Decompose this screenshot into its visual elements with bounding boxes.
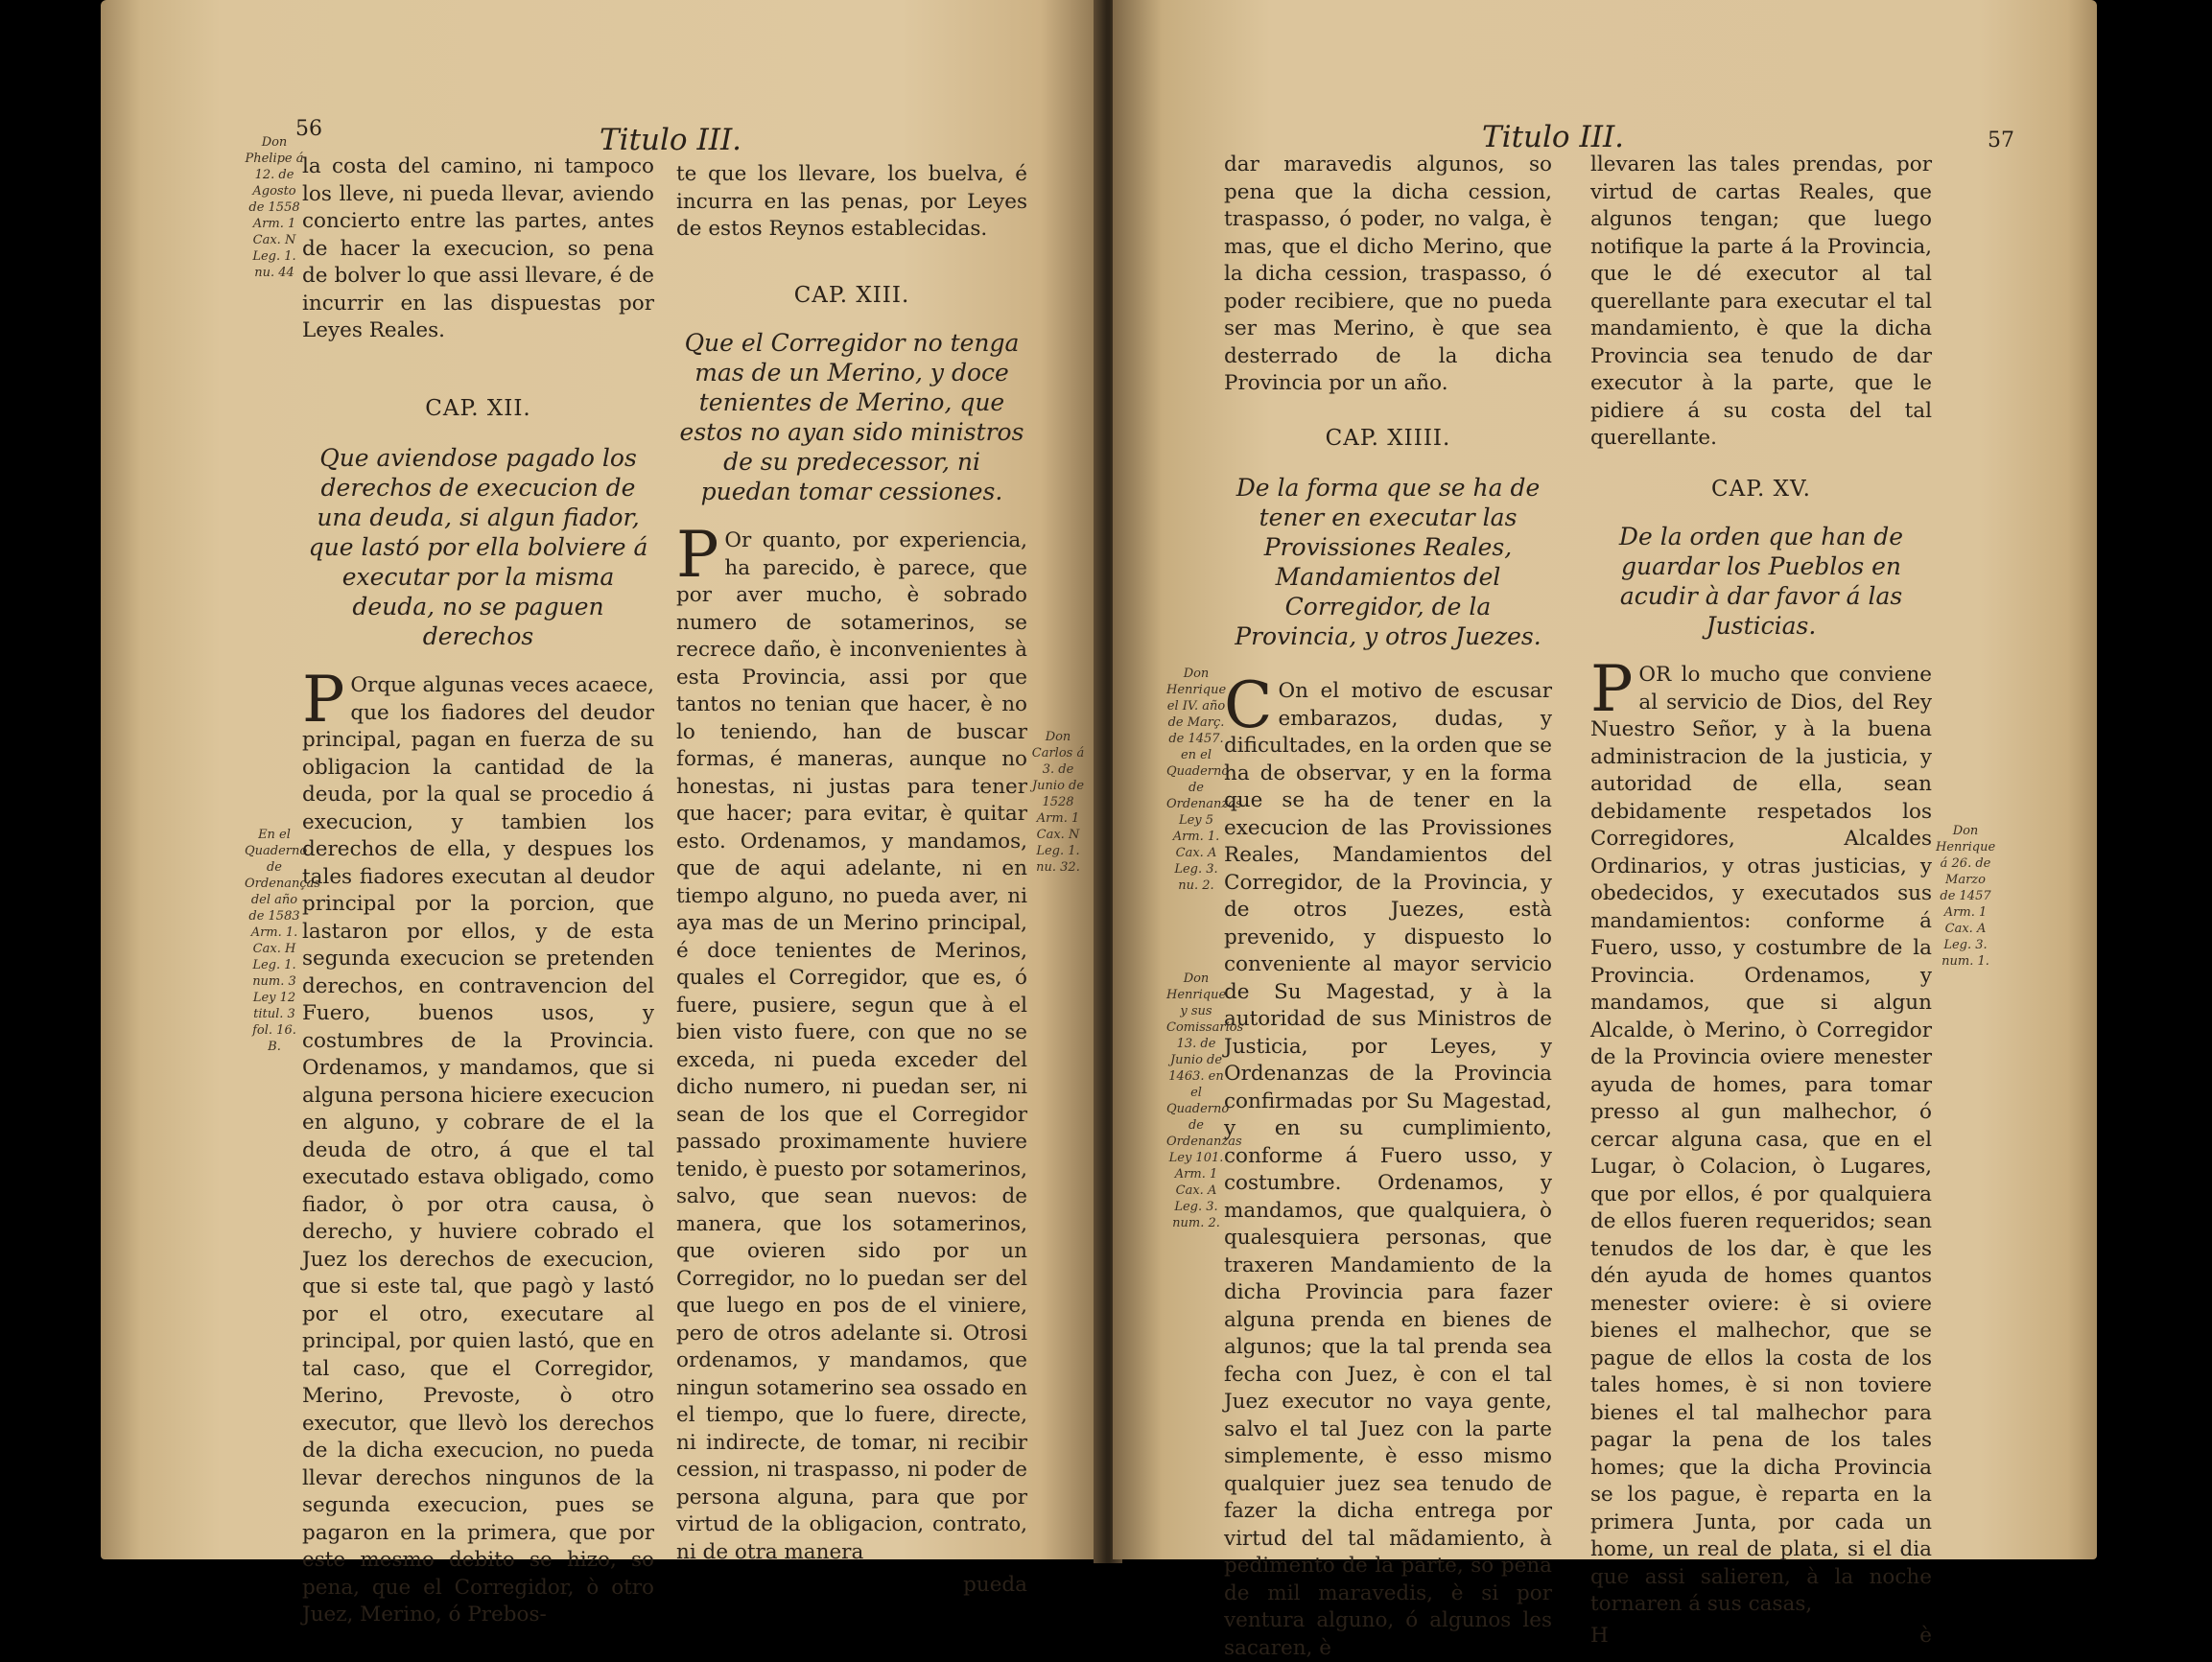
chapter-summary: Que aviendose pagado los derechos de execucion de una deuda, si algun fiador, que lastó por ella bolviere á executar por la misma deuda, no se paguen derechos xyxy=(308,444,648,650)
chapter-summary: Que el Corregidor no tenga mas de un Merino, y doce tenientes de Merino, que estos no ayan sido ministros de su predecessor, ni puedan tomar cessiones. xyxy=(679,329,1024,505)
continuation-text: dar maravedis algunos, so pena que la dicha cession, traspasso, ó poder, no valga, è mas, que el dicho Merino, que la dicha cession, traspasso, ó poder recibiere, que no pueda ser mas Merino, è que sea desterrado de la dicha Provincia por un año. xyxy=(1224,152,1552,395)
initial-letter: P xyxy=(676,518,719,592)
chapter-title: CAP. XII. xyxy=(425,395,531,421)
right-page xyxy=(1113,0,2097,1660)
catchword: è xyxy=(1919,1623,1932,1648)
column-right xyxy=(1590,152,1932,1650)
margin-note: Don Henrique á 26. de Marzo de 1457 Arm. 1 Cax. A Leg. 3. num. 1. xyxy=(1936,824,1996,969)
continuation-text: te que los llevare, los buelva, é incurra en las penas, por Leyes de estos Reynos establecidas. xyxy=(676,162,1027,241)
chapter-text: POR lo mucho que conviene al servicio de Dios, del Rey Nuestro Señor, y à la buena administracion de la justicia, y autoridad de ella, sean debidamente respetados los Corregidores, Alcaldes Ordinarios, y otras justicias, y obedecidos, y executados sus mandamientos: conforme á Fuero, usso, y costumbre de la Provincia. Ordenamos, y mandamos, que si algun Alcalde, ò Merino, ò Corregidor de la Provincia oviere menester ayuda de homes, para tomar presso al gun malhechor, ó cercar alguna casa, que en el Lugar, ò Colacion, ò Lugares, que por ellos, é por qualquiera de ellos fueren requeridos; sean tenudos de los dar, è que les dén ayuda de homes quantos menester oviere: è si oviere bienes el malhechor, que se pague de ellos la costa de los tales homes, è si non toviere bienes el tal malhechor para pagar la pena de los tales homes; que la dicha Provincia se los pague, è reparta en la primera Junta, por cada un home, un real de plata, si el dia que assi salieren, à la noche tornaren á sus casas, xyxy=(1590,652,1932,1616)
chapter-title: CAP. XV. xyxy=(1711,476,1811,502)
catchword: pueda xyxy=(963,1573,1027,1597)
chapter-title: CAP. XIIII. xyxy=(1325,425,1451,451)
page-number: 56 xyxy=(295,117,322,141)
chapter-text: C On el motivo de escusar embarazos, dudas, y dificultades, en la orden que se ha de observar, y en la forma que se ha de tener en la execucion de las Provissiones Reales, Mandamientos del Corregidor, de la Provincia, y de otros Juezes, està prevenido, y dispuesto lo conveniente al mayor servicio de Su Magestad, y à la autoridad de sus Ministros de Justicia, por Leyes, y Ordenanzas de la Provincia confirmadas por Su Magestad, y en su cumplimiento, conforme á Fuero usso, y costumbre. Ordenamos, y mandamos, que qualquiera, ò qualesquiera personas, que traxeren Mandamiento de la dicha Provincia para fazer alguna prenda en bienes de algunos; que la tal prenda sea fecha con Juez, è con el tal Juez executor no vaya gente, salvo el tal Juez con la parte simplemente, è esso mismo qualquier juez sea tenudo de fazer la dicha entrega por virtud del tal mãdamiento, à pedimento de la parte, so pena de mil maravedis, è si por ventura alguno, ó algunos les sacaren, è xyxy=(1224,668,1552,1660)
margin-note: Don Carlos á 3. de Junio de 1528 Arm. 1 Cax. N Leg. 1. nu. 32. xyxy=(1031,730,1085,875)
left-page xyxy=(101,0,1100,1627)
initial-letter: C xyxy=(1224,668,1273,742)
chapter-text: P Or quanto, por experiencia, ha parecido, è parece, que por aver mucho, è sobrado numero de sotamerinos, se recrece daño, è inconvenientes à esta Provincia, assi por que tantos no tenian que hacer, è no lo teniendo, han de buscar formas, é maneras, aunque no honestas, ni justas para tener que hacer; para evitar, è quitar esto. Ordenamos, y mandamos, que de aqui adelante, ni en tiempo alguno, no pueda aver, ni aya mas de un Merino principal, é doce tenientes de Merinos, quales el Corregidor, que es, ó fuere, pusiere, segun que à el bien visto fuere, con que no se exceda, ni pueda exceder del dicho numero, ni puedan ser, ni sean de los que el Corregidor passado proximamente huviere tenido, è puesto por sotamerinos, salvo, que sean nuevos: de manera, que los sotamerinos, que ovieren sido por un Corregidor, no lo puedan ser del que luego en pos de el viniere, pero de otros adelante si. Otrosi ordenamos, y mandamos, que ningun sotamerino sea ossado en el tiempo, que lo fuere, directe, ni indirecte, de tomar, ni recibir cession, ni traspasso, ni poder de persona alguna, para que por virtud de la obligacion, contrato, ni de otra manera xyxy=(676,518,1027,1564)
running-head: Titulo III. xyxy=(600,123,742,157)
column-right xyxy=(676,161,1027,1600)
column-left xyxy=(1224,152,1552,1662)
margin-note: Don Phelipe á 12. de Agosto de 1558 Arm. 1 Cax. N Leg. 1. nu. 44 xyxy=(245,135,304,280)
margin-note: Don Henrique el IV. año de Març. de 1457. en el Quaderno de Ordenanzas Ley 5 Arm. 1. Cax. A Leg. 3. nu. 2. xyxy=(1166,667,1242,893)
initial-letter: P xyxy=(1590,652,1634,726)
chapter-summary: De la forma que se ha de tener en executar las Provissiones Reales, Mandamientos del Corregidor, de la Provincia, y otros Juezes. xyxy=(1235,474,1541,650)
page-number: 57 xyxy=(1988,129,2014,152)
chapter-summary: De la orden que han de guardar los Pueblos en acudir à dar favor á las Justicias. xyxy=(1618,523,1904,640)
column-left xyxy=(302,153,654,1629)
continuation-text: la costa del camino, ni tampoco los lleve, ni pueda llevar, aviendo concierto entre las partes, antes de hacer la execucion, so pena de bolver lo que assi llevare, é de incurrir en las dispuestas por Leyes Reales. xyxy=(302,154,654,342)
signature-mark: H xyxy=(1590,1623,1609,1648)
margin-note: En el Quaderno de Ordenanças del año de 1583 Arm. 1. Cax. H Leg. 1. num. 3 Ley 12 titul. 3 fol. 16. B. xyxy=(245,828,321,1054)
chapter-text: P Orque algunas veces acaece, que los fiadores del deudor principal, pagan en fuerza de su obligacion la cantidad de la deuda, por la qual se procedio á execucion, y tambien los derechos de ella, y despues los tales fiadores executan al deudor principal por la porcion, que lastaron por ellos, y de esta segunda execucion se pretenden derechos, en contravencion del Fuero, buenos usos, y costumbres de la Provincia. Ordenamos, y mandamos, que si alguna persona hiciere execucion en alguno, y cobrare de el la deuda de otro, á que el tal executado estava obligado, como fiador, ò por otra causa, ò derecho, y huviere cobrado el Juez los derechos de execucion, que si este tal, que pagò y lastó por el otro, executare al principal, por quien lastó, que en tal caso, que el Corregidor, Merino, Prevoste, ò otro executor, que llevò los derechos de la dicha execucion, no pueda llevar derechos ningunos de la segunda execucion, pues se pagaron en la primera, que por este mesmo debito se hizo, so pena, que el Corregidor, ò otro Juez, Merino, ó Prebos- xyxy=(302,663,654,1627)
running-head: Titulo III. xyxy=(1482,120,1625,154)
chapter-title: CAP. XIII. xyxy=(793,282,910,308)
margin-note: Don Henrique y sus Comissarios 13. de Junio de 1463. en el Quaderno de Ordenanzas Ley 101. Arm. 1 Cax. A Leg. 3. num. 2. xyxy=(1166,971,1244,1230)
continuation-text: llevaren las tales prendas, por virtud de cartas Reales, que algunos tengan; que luego notifique la parte á la Provincia, que le dé executor al tal querellante para executar el tal mandamiento, è que la dicha Provincia sea tenudo de dar executor à la parte, que le pidiere á su costa del tal querellante. xyxy=(1590,152,1932,450)
page-footer xyxy=(1590,1623,1932,1650)
initial-letter: P xyxy=(302,663,345,737)
